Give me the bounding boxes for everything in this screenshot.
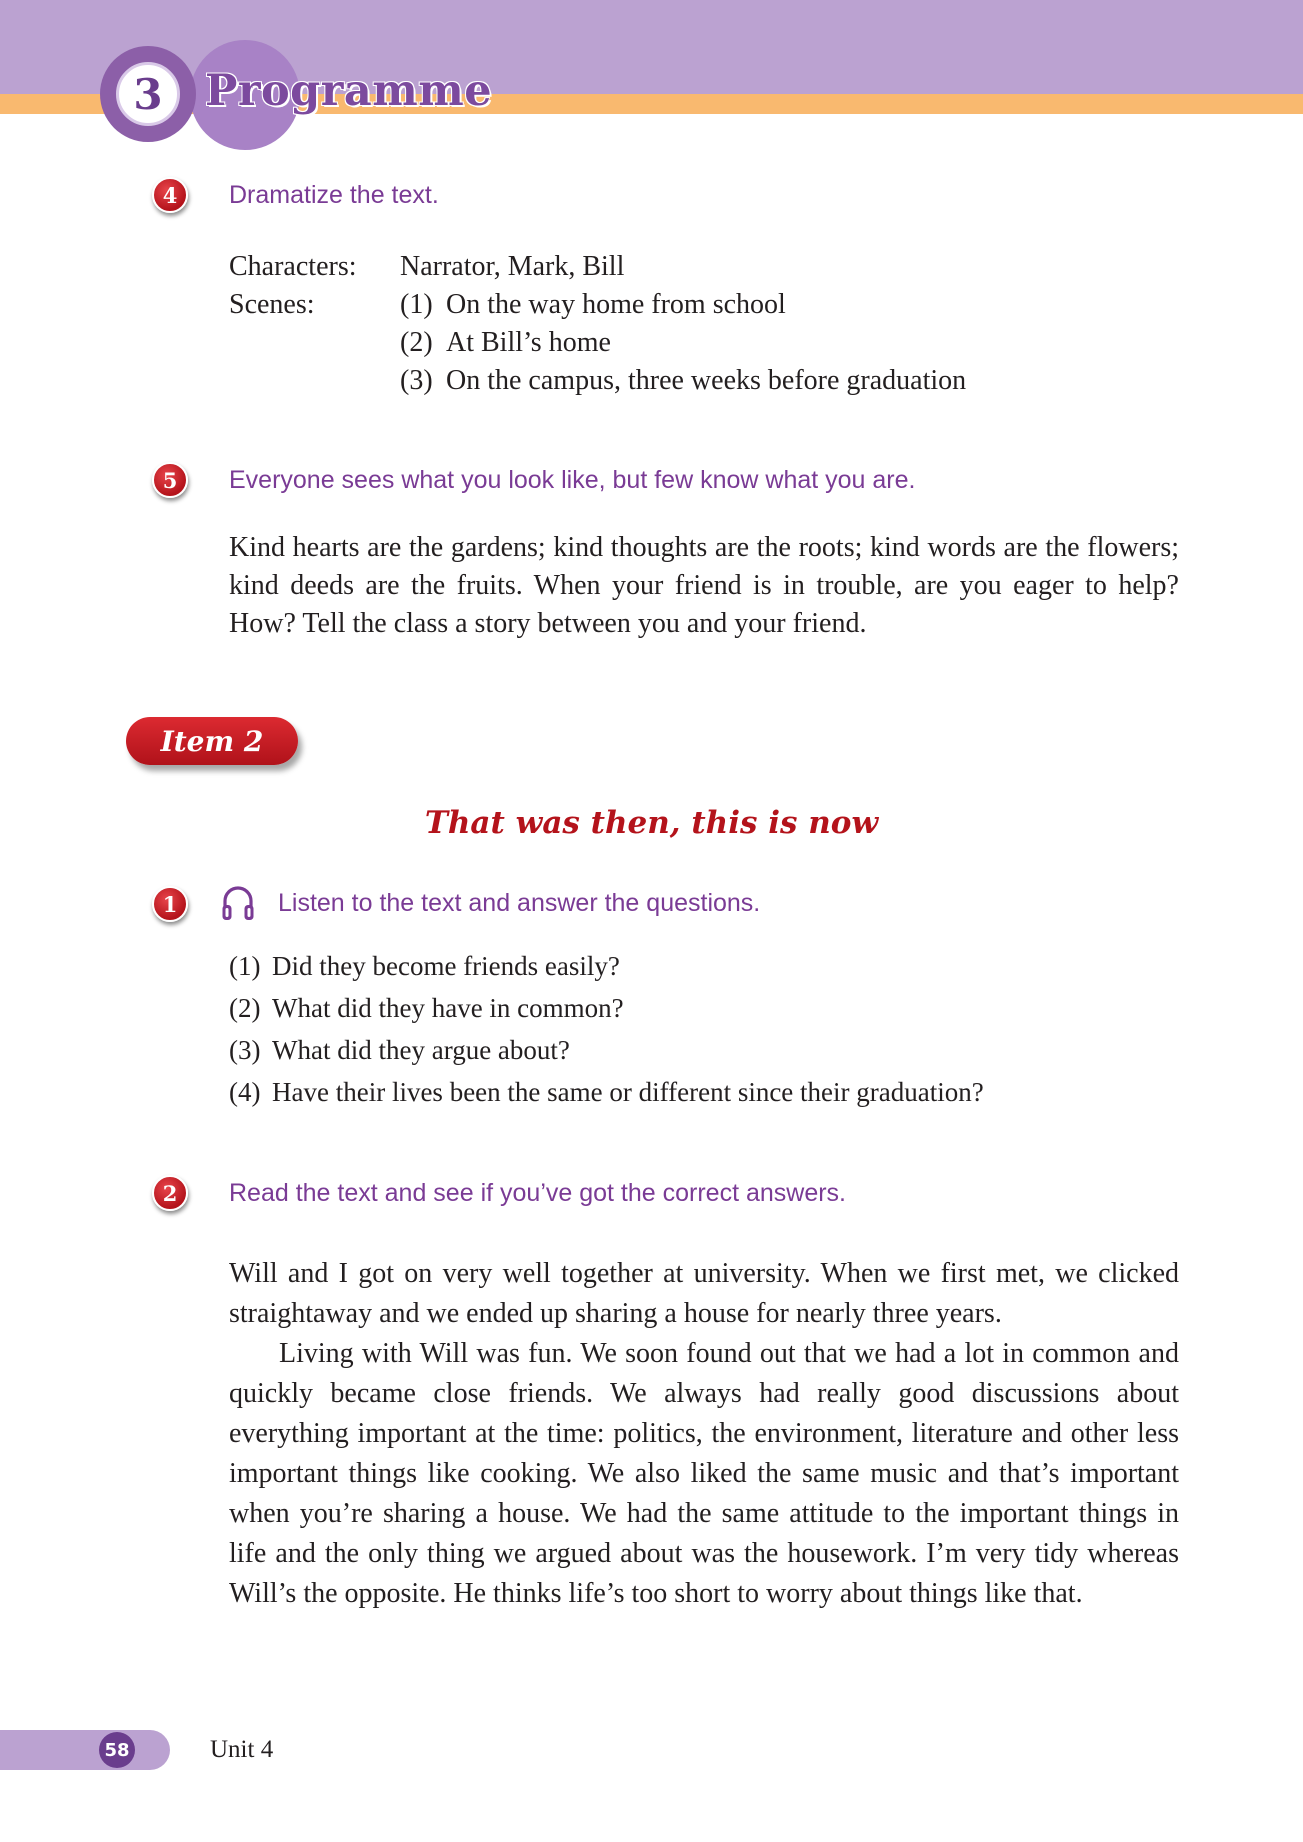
question-item: [229, 945, 984, 987]
question-text: What did they have in common?: [272, 993, 624, 1023]
scene-number: (2): [400, 327, 433, 358]
item-tag: Item 2: [126, 717, 298, 765]
scene-text: On the way home from school: [446, 289, 786, 320]
characters-label: Characters:: [229, 251, 357, 282]
task-number-badge: 2: [152, 1175, 188, 1211]
task-number-badge: 5: [152, 462, 188, 498]
headphones-icon: [220, 883, 256, 923]
question-list: [229, 945, 984, 1113]
question-item: [229, 1071, 984, 1113]
question-number: (3): [229, 1035, 261, 1065]
scene-number: (3): [400, 365, 433, 396]
question-item: [229, 987, 984, 1029]
question-number: (1): [229, 951, 261, 981]
section-title: That was then, this is now: [424, 805, 879, 841]
task-number-badge: 1: [152, 886, 188, 922]
scene-text: At Bill’s home: [446, 327, 611, 358]
question-text: What did they argue about?: [272, 1035, 570, 1065]
task4-instruction: Dramatize the text.: [229, 181, 439, 209]
section-title-programme: Programme: [205, 66, 493, 116]
question-number: (4): [229, 1077, 261, 1107]
scene-text: On the campus, three weeks before graduation: [446, 365, 967, 396]
reading-paragraph: Will and I got on very well together at university. When we first met, we clicked straightaway and we ended up sharing a house for nearly three years.: [229, 1258, 1179, 1329]
question-text: Have their lives been the same or different since their graduation?: [272, 1077, 984, 1107]
section-number: 3: [116, 62, 180, 126]
footer-bar: [0, 1730, 170, 1770]
task-number-badge: 4: [152, 177, 188, 213]
question-number: (2): [229, 993, 261, 1023]
task5-instruction: Everyone sees what you look like, but few know what you are.: [229, 466, 916, 494]
characters-value: Narrator, Mark, Bill: [400, 251, 625, 282]
task5-paragraph: Kind hearts are the gardens; kind thoughts are the roots; kind words are the flowers; kind deeds are the fruits. When your friend is in trouble, are you eager to help? How? Tell the class a story between you and your friend.: [229, 532, 1179, 639]
question-text: Did they become friends easily?: [272, 951, 620, 981]
scenes-label: Scenes:: [229, 289, 315, 320]
unit-label: Unit 4: [210, 1736, 274, 1763]
question-item: [229, 1029, 984, 1071]
scene-number: (1): [400, 289, 433, 320]
reading-paragraph: Living with Will was fun. We soon found out that we had a lot in common and quickly became close friends. We always had really good discussions about everything important at the time: politics, the environment, literature and other less important things like cooking. We also liked the same music and that’s important when you’re sharing a house. We had the same attitude to the important things in life and the only thing we argued about was the housework. I’m very tidy whereas Will’s the opposite. He thinks life’s too short to worry about things like that.: [229, 1338, 1179, 1609]
task1-instruction: Listen to the text and answer the questions.: [278, 889, 761, 917]
page-number: 58: [99, 1732, 135, 1768]
reading-text: [229, 1254, 1179, 1614]
task2-instruction: Read the text and see if you’ve got the correct answers.: [229, 1179, 847, 1207]
